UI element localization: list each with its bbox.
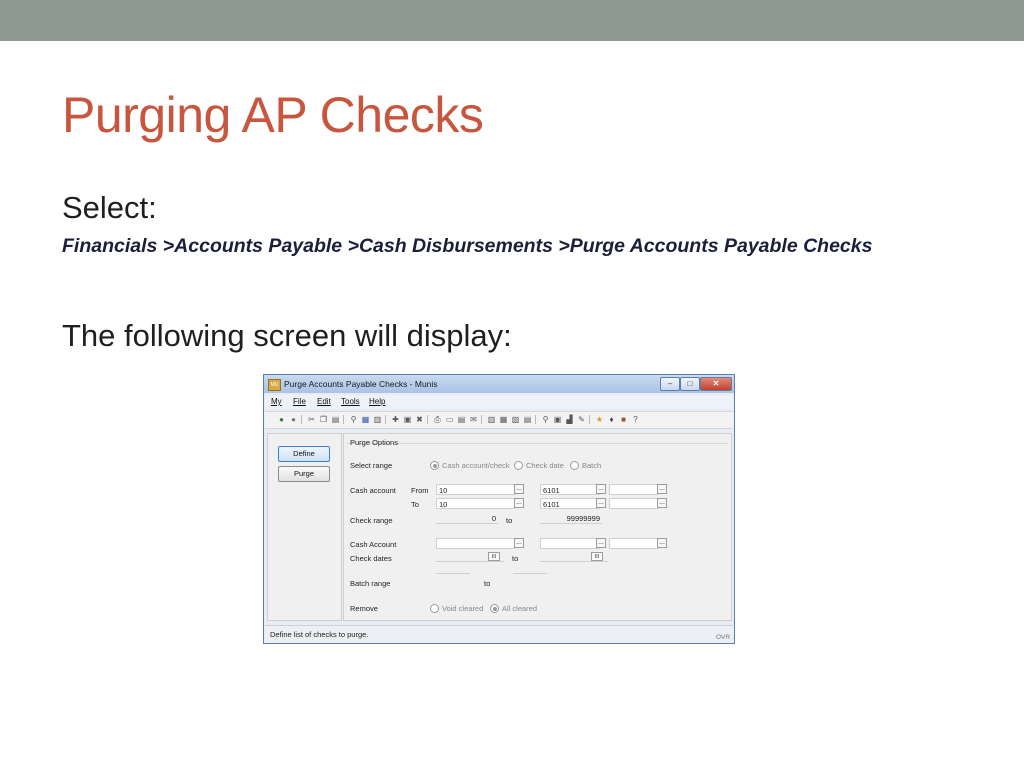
filter-icon[interactable]: ✎ <box>578 415 585 424</box>
from-object-lookup-button[interactable]: ... <box>657 484 667 494</box>
print-icon[interactable]: ⎙ <box>434 415 441 424</box>
paste-icon[interactable]: ▤ <box>331 415 340 424</box>
to-account-lookup-button[interactable]: ... <box>596 498 606 508</box>
menu-path-text: Financials >Accounts Payable >Cash Disbursements >Purge Accounts Payable Checks <box>62 235 873 257</box>
toolbar-separator <box>385 415 386 424</box>
cash-account-object-lookup-button[interactable]: ... <box>657 538 667 548</box>
check-range-to-field[interactable]: 99999999 <box>540 513 602 524</box>
toolbar-separator <box>343 415 344 424</box>
slide-title: Purging AP Checks <box>62 87 484 143</box>
check-range-label: Check range <box>350 516 393 525</box>
word-icon[interactable]: ▧ <box>511 415 520 424</box>
status-message: Define list of checks to purge. <box>270 630 369 639</box>
purge-options-pane <box>343 433 732 621</box>
following-screen-text: The following screen will display: <box>62 318 512 353</box>
menu-bar <box>265 395 733 409</box>
list-icon[interactable]: ▥ <box>373 415 382 424</box>
to-fund-lookup-button[interactable]: ... <box>514 498 524 508</box>
cash-account-fund-lookup-button[interactable]: ... <box>514 538 524 548</box>
update-icon[interactable]: ▣ <box>403 415 412 424</box>
chart-icon[interactable]: ▟ <box>566 415 573 424</box>
radio-all-cleared-label: All cleared <box>502 604 538 613</box>
window-titlebar[interactable] <box>264 375 734 393</box>
munis-app-icon: MU <box>268 379 281 391</box>
cash-account-label: Cash account <box>350 486 396 495</box>
toolbar-separator <box>427 415 428 424</box>
browse-icon[interactable]: ▦ <box>361 415 370 424</box>
radio-cash-account-check-label: Cash account/check <box>442 461 510 470</box>
define-button[interactable]: Define <box>278 446 330 462</box>
slide-top-bar <box>0 0 1024 41</box>
radio-check-date[interactable] <box>514 461 523 470</box>
close-button[interactable]: ✕ <box>700 377 732 391</box>
window-title: Purge Accounts Payable Checks - Munis <box>284 379 438 389</box>
from-label: From <box>411 486 429 495</box>
cash-account-fund-field[interactable] <box>436 538 516 549</box>
menu-file[interactable]: File <box>293 397 306 406</box>
notes-icon[interactable]: ▤ <box>523 415 532 424</box>
radio-all-cleared[interactable] <box>490 604 499 613</box>
copy-icon[interactable]: ❐ <box>319 415 328 424</box>
to-object-lookup-button[interactable]: ... <box>657 498 667 508</box>
status-bar <box>265 625 733 644</box>
to-fund-field[interactable]: 10 <box>436 498 516 509</box>
check-dates-to-label: to <box>512 554 519 563</box>
menu-edit[interactable]: Edit <box>317 397 331 406</box>
batch-range-from-field[interactable] <box>436 573 470 584</box>
cut-icon[interactable]: ✂ <box>308 415 315 424</box>
check-date-to-calendar-icon[interactable]: III <box>591 552 603 561</box>
action-pane <box>267 433 342 621</box>
batch-range-label: Batch range <box>350 579 391 588</box>
toolbar-separator <box>535 415 536 424</box>
add-icon[interactable]: ✚ <box>392 415 399 424</box>
check-range-to-label: to <box>506 516 513 525</box>
favorite-icon[interactable]: ★ <box>595 415 604 424</box>
purge-checks-window <box>263 374 735 644</box>
select-range-label: Select range <box>350 461 393 470</box>
menu-my[interactable]: My <box>271 397 282 406</box>
help-icon[interactable]: ? <box>633 415 638 424</box>
save-icon[interactable]: ▥ <box>487 415 496 424</box>
batch-range-to-label: to <box>484 579 491 588</box>
tip-icon[interactable]: ♦ <box>609 415 614 424</box>
remove-label: Remove <box>350 604 378 613</box>
toolbar <box>265 411 733 429</box>
radio-void-cleared-label: Void cleared <box>442 604 484 613</box>
radio-check-date-label: Check date <box>526 461 564 470</box>
radio-batch[interactable] <box>570 461 579 470</box>
check-range-from-field[interactable]: 0 <box>436 513 498 524</box>
preview-icon[interactable]: ▭ <box>445 415 454 424</box>
from-account-lookup-button[interactable]: ... <box>596 484 606 494</box>
overwrite-mode-indicator: OVR <box>716 634 731 641</box>
toolbar-separator <box>481 415 482 424</box>
check-date-from-calendar-icon[interactable]: III <box>488 552 500 561</box>
delete-icon[interactable]: ✖ <box>416 415 423 424</box>
from-fund-lookup-button[interactable]: ... <box>514 484 524 494</box>
pdf-icon[interactable]: ▤ <box>457 415 466 424</box>
munis-icon[interactable]: ■ <box>621 415 626 424</box>
purge-button[interactable]: Purge <box>278 466 330 482</box>
menu-help[interactable]: Help <box>369 397 386 406</box>
toolbar-separator <box>301 415 302 424</box>
email-icon[interactable]: ✉ <box>470 415 477 424</box>
cash-account-account-lookup-button[interactable]: ... <box>596 538 606 548</box>
from-fund-field[interactable]: 10 <box>436 484 516 495</box>
radio-void-cleared[interactable] <box>430 604 439 613</box>
radio-batch-label: Batch <box>582 461 602 470</box>
select-label: Select: <box>62 190 157 225</box>
accept-icon[interactable]: ● <box>279 415 284 424</box>
cash-account-object-field[interactable] <box>609 538 659 549</box>
menu-tools[interactable]: Tools <box>341 397 360 406</box>
to-label: To <box>411 500 419 509</box>
toolbar-separator <box>589 415 590 424</box>
check-dates-label: Check dates <box>350 554 392 563</box>
tools-icon[interactable]: ▣ <box>553 415 562 424</box>
cancel-icon[interactable]: ● <box>291 415 296 424</box>
cash-account-account-field[interactable] <box>540 538 600 549</box>
minimize-button[interactable]: – <box>660 377 680 391</box>
search-icon[interactable]: ⚲ <box>350 415 357 424</box>
batch-range-to-field[interactable] <box>513 573 547 584</box>
to-account-field[interactable]: 6101 <box>540 498 600 509</box>
radio-cash-account-check[interactable] <box>430 461 439 470</box>
to-object-field[interactable] <box>609 498 659 509</box>
maximize-button[interactable]: □ <box>680 377 700 391</box>
attach-icon[interactable]: ⚲ <box>542 415 549 424</box>
from-account-field[interactable]: 6101 <box>540 484 600 495</box>
from-object-field[interactable] <box>609 484 659 495</box>
cash-account-2-label: Cash Account <box>350 540 397 549</box>
excel-icon[interactable]: ▦ <box>499 415 508 424</box>
purge-options-title: Purge Options <box>350 438 398 447</box>
